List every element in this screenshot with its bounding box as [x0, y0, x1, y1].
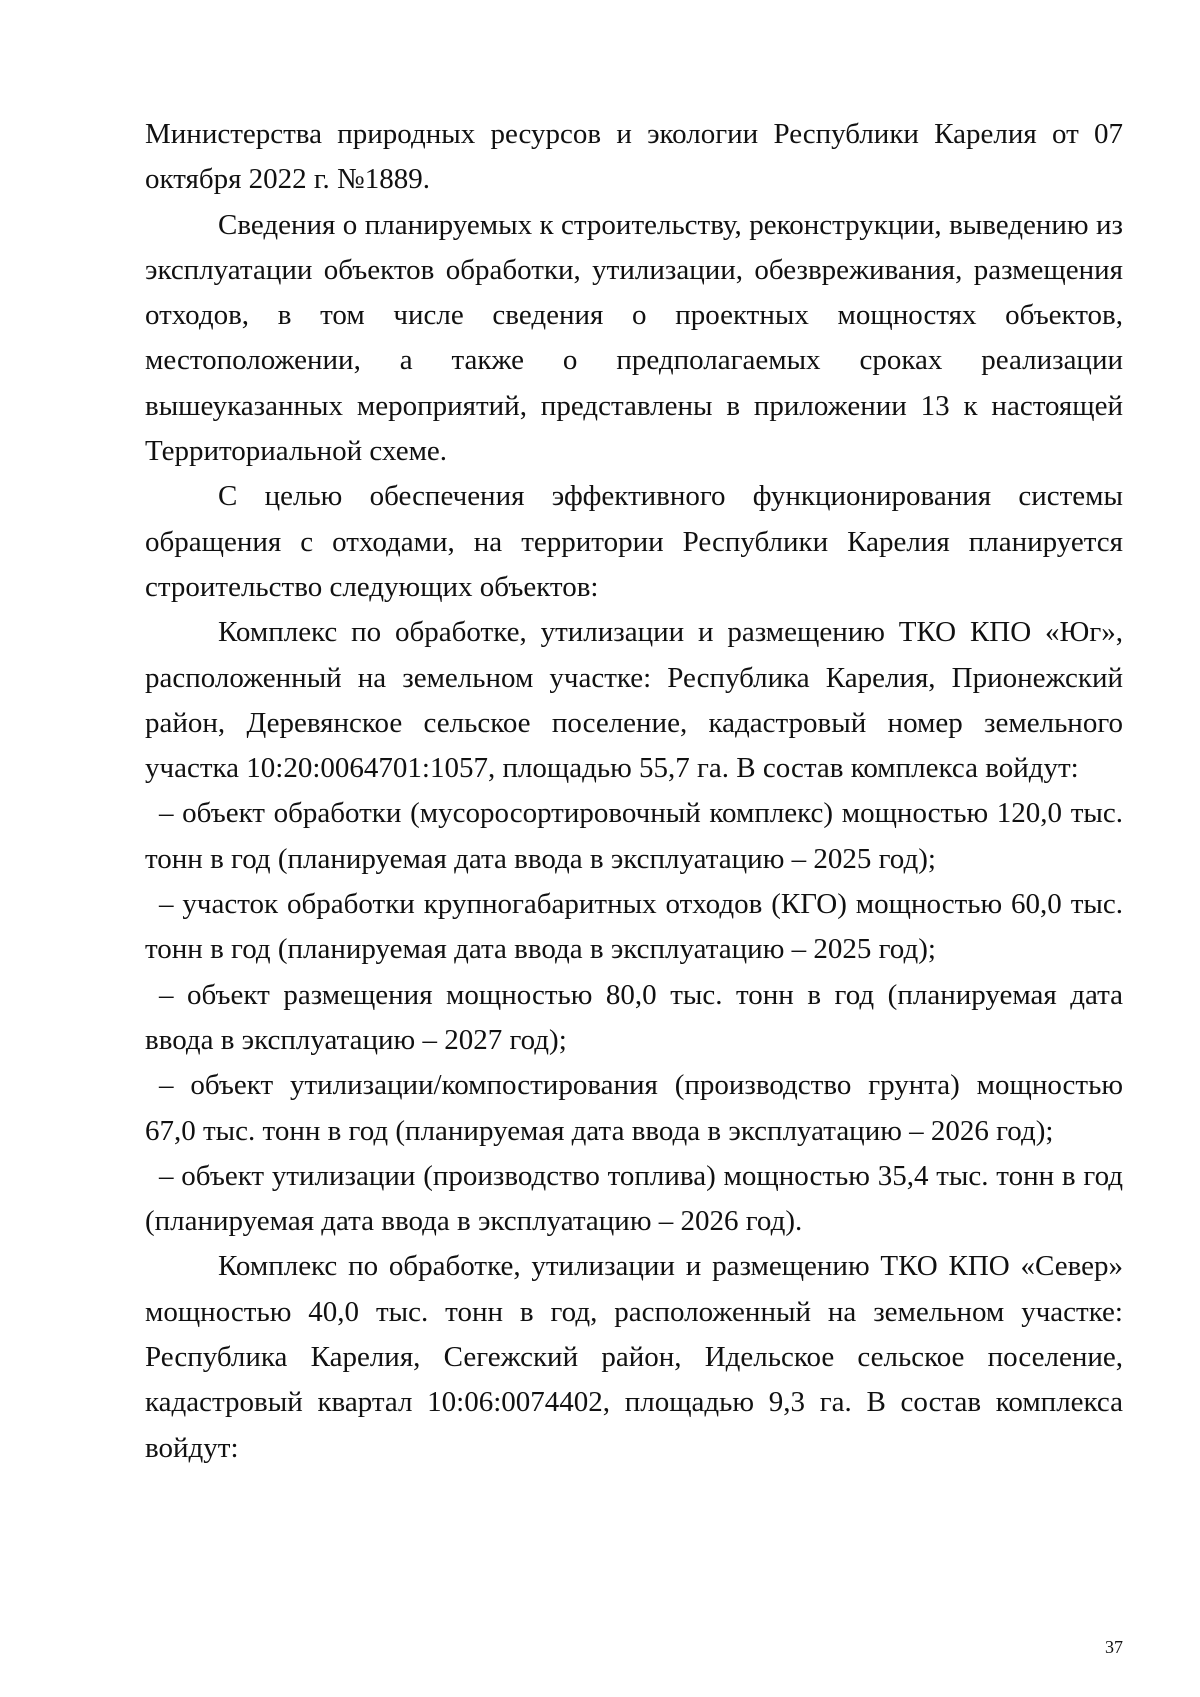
list-item-bulky-waste: – участок обработки крупногабаритных отходов (КГО) мощностью 60,0 тыс. тонн в год (планируемая дата ввода в эксплуатацию – 2025 год);	[145, 888, 1123, 966]
list-item-sorting-complex: – объект обработки (мусоросортировочный комплекс) мощностью 120,0 тыс. тонн в год (планируемая дата ввода в эксплуатацию – 2025 год);	[145, 797, 1123, 875]
paragraph-complex-north: Комплекс по обработке, утилизации и размещению ТКО КПО «Север» мощностью 40,0 тыс. тонн в год, расположенный на земельном участке: Республика Карелия, Сегежский район, Идельское сельское поселение, кадастровый квартал 10:06:0074402, площадью 9,3 га. В состав комплекса войдут:	[145, 1250, 1123, 1464]
document-body	[145, 112, 1123, 1471]
page-number: 37	[1105, 1637, 1123, 1657]
paragraph-construction-purpose: С целью обеспечения эффективного функционирования системы обращения с отходами, на территории Республики Карелия планируется строительство следующих объектов:	[145, 480, 1123, 603]
paragraph-complex-south: Комплекс по обработке, утилизации и размещению ТКО КПО «Юг», расположенный на земельном участке: Республика Карелия, Прионежский район, Деревянское сельское поселение, кадастровый номер земельного участка 10:20:0064701:1057, площадью 55,7 га. В состав комплекса войдут:	[145, 616, 1123, 785]
list-item-fuel-production: – объект утилизации (производство топлива) мощностью 35,4 тыс. тонн в год (планируемая дата ввода в эксплуатацию – 2026 год).	[145, 1159, 1123, 1238]
list-item-disposal-facility: – объект размещения мощностью 80,0 тыс. тонн в год (планируемая дата ввода в эксплуатацию – 2027 год);	[145, 978, 1123, 1056]
list-item-composting-facility: – объект утилизации/компостирования (производство грунта) мощностью 67,0 тыс. тонн в год (планируемая дата ввода в эксплуатацию – 2026 год);	[145, 1069, 1123, 1147]
paragraph-planned-facilities-info: Сведения о планируемых к строительству, реконструкции, выведению из эксплуатации объектов обработки, утилизации, обезвреживания, размещения отходов, в том числе сведения о проектных мощностях объектов, местоположении, а также о предполагаемых сроках реализации вышеуказанных мероприятий, представлены в приложении 13 к настоящей Территориальной схеме.	[145, 208, 1123, 468]
paragraph-continuation: Министерства природных ресурсов и экологии Республики Карелия от 07 октября 2022 г. №1889.	[145, 118, 1123, 196]
